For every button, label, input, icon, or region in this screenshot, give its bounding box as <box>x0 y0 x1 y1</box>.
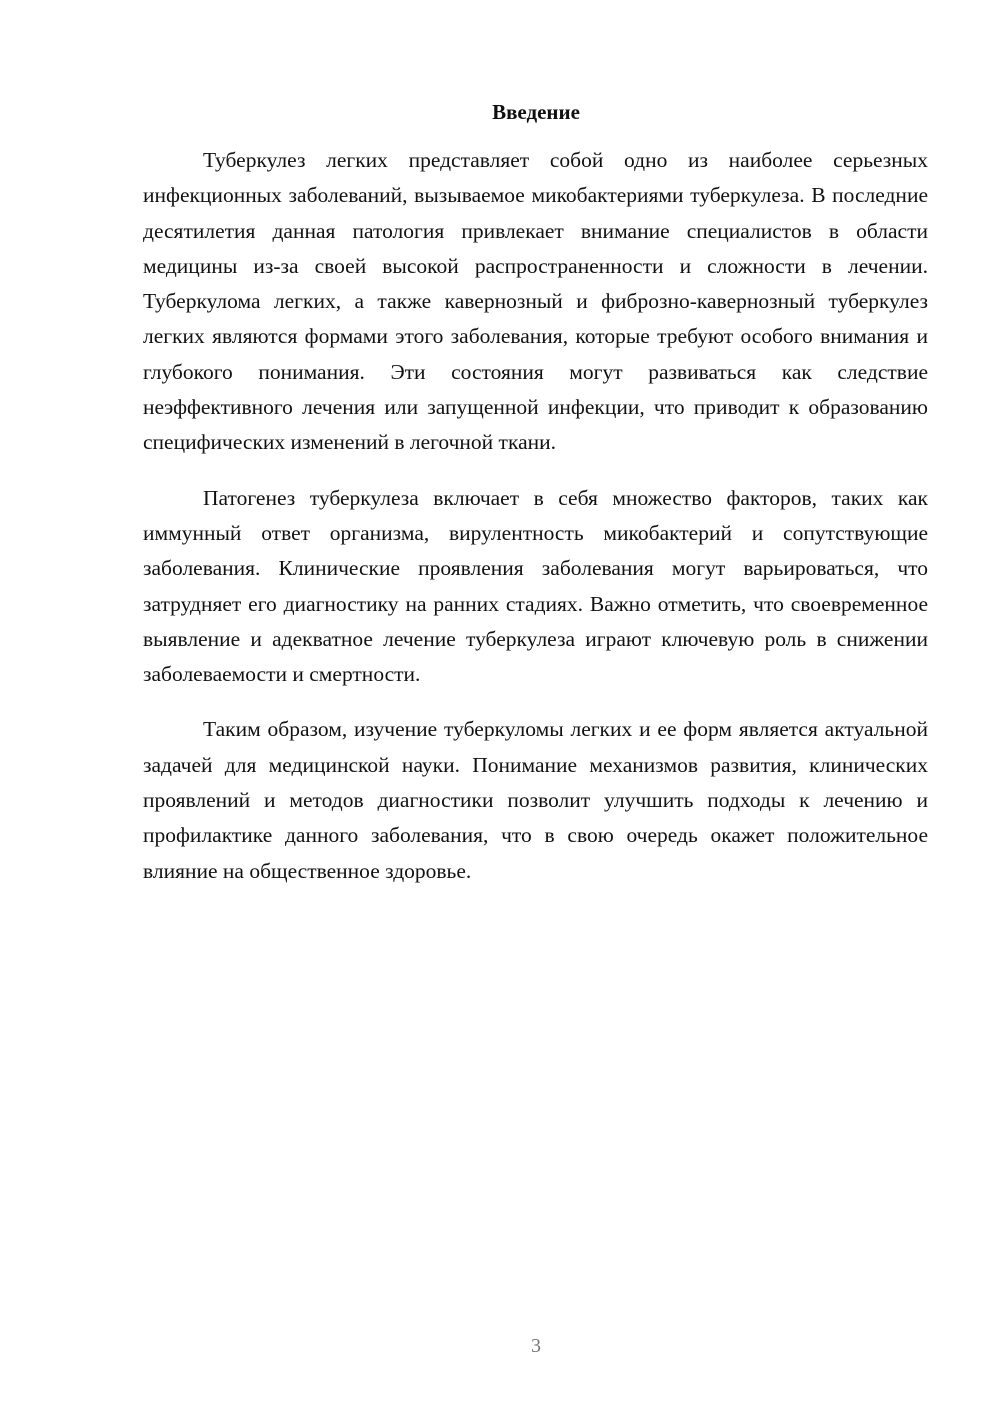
paragraph-2: Патогенез туберкулеза включает в себя множество факторов, таких как иммунный ответ организма, вирулентность микобактерий и сопутствующие заболевания. Клинические проявления заболевания могут варьироваться, что затрудняет его диагностику на ранних стадиях. Важно отметить, что своевременное выявление и адекватное лечение туберкулеза играют ключевую роль в снижении заболеваемости и смертности. <box>143 485 928 687</box>
body-text <box>143 143 928 909</box>
page-number: 3 <box>531 1335 541 1357</box>
paragraph-3: Таким образом, изучение туберкуломы легких и ее форм является актуальной задачей для медицинской науки. Понимание механизмов развития, клинических проявлений и методов диагностики позволит улучшить подходы к лечению и профилактике данного заболевания, что в свою очередь окажет положительное влияние на общественное здоровье. <box>143 717 928 883</box>
section-title: Введение <box>492 100 580 124</box>
paragraph-1: Туберкулез легких представляет собой одно из наиболее серьезных инфекционных заболеваний, вызываемое микобактериями туберкулеза. В последние десятилетия данная патология привлекает внимание специалистов в области медицины из-за своей высокой распространенности и сложности в лечении. Туберкулома легких, а также кавернозный и фиброзно-кавернозный туберкулез легких являются формами этого заболевания, которые требуют особого внимания и глубокого понимания. Эти состояния могут развиваться как следствие неэффективного лечения или запущенной инфекции, что приводит к образованию специфических изменений в легочной ткани. <box>143 148 928 455</box>
